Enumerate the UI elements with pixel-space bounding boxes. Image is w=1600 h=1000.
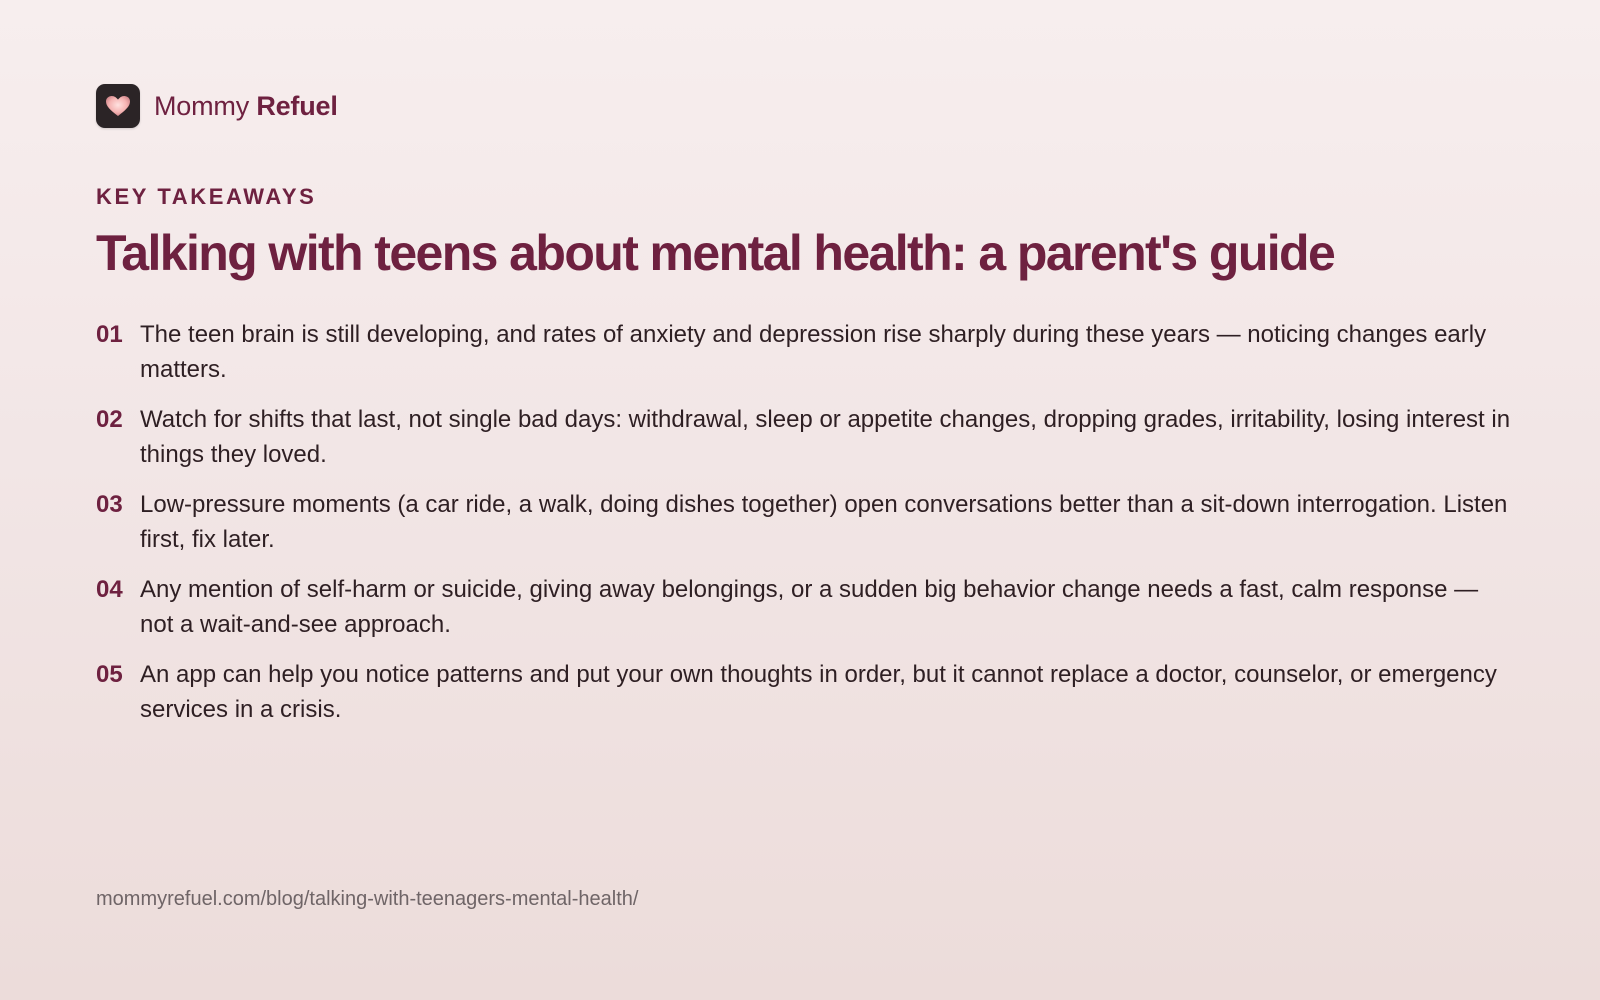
- brand-name-light: Mommy: [154, 90, 249, 121]
- brand-header: [96, 84, 1516, 128]
- takeaway-number: 05: [96, 661, 123, 688]
- takeaway-item: [96, 487, 1516, 557]
- takeaway-item: [96, 317, 1516, 387]
- takeaway-item: [96, 572, 1516, 642]
- takeaway-text: Low-pressure moments (a car ride, a walk, doing dishes together) open conversations better than a sit-down interrogation. Listen first, fix later.: [140, 491, 1508, 553]
- heart-icon: [104, 94, 132, 118]
- section-eyebrow: KEY TAKEAWAYS: [96, 184, 317, 209]
- page-title: Talking with teens about mental health: a parent's guide: [96, 225, 1335, 281]
- takeaway-text: An app can help you notice patterns and put your own thoughts in order, but it cannot replace a doctor, counselor, or emergency services in a crisis.: [140, 661, 1497, 723]
- takeaway-number: 04: [96, 576, 123, 603]
- takeaway-item: [96, 657, 1516, 727]
- source-url: mommyrefuel.com/blog/talking-with-teenagers-mental-health/: [96, 888, 639, 910]
- brand-name-bold: Refuel: [256, 90, 338, 121]
- takeaway-text: Any mention of self-harm or suicide, giving away belongings, or a sudden big behavior change needs a fast, calm response — not a wait-and-see approach.: [140, 576, 1479, 638]
- brand-name: [154, 91, 338, 122]
- takeaway-number: 03: [96, 491, 123, 518]
- takeaways-list: [96, 317, 1516, 727]
- takeaway-text: Watch for shifts that last, not single bad days: withdrawal, sleep or appetite changes, dropping grades, irritability, losing interest in things they loved.: [140, 406, 1511, 468]
- takeaways-card: [96, 84, 1516, 742]
- takeaway-item: [96, 402, 1516, 472]
- takeaway-number: 01: [96, 321, 123, 348]
- takeaway-number: 02: [96, 406, 123, 433]
- takeaway-text: The teen brain is still developing, and rates of anxiety and depression rise sharply during these years — noticing changes early matters.: [140, 321, 1487, 383]
- brand-logo: [96, 84, 140, 128]
